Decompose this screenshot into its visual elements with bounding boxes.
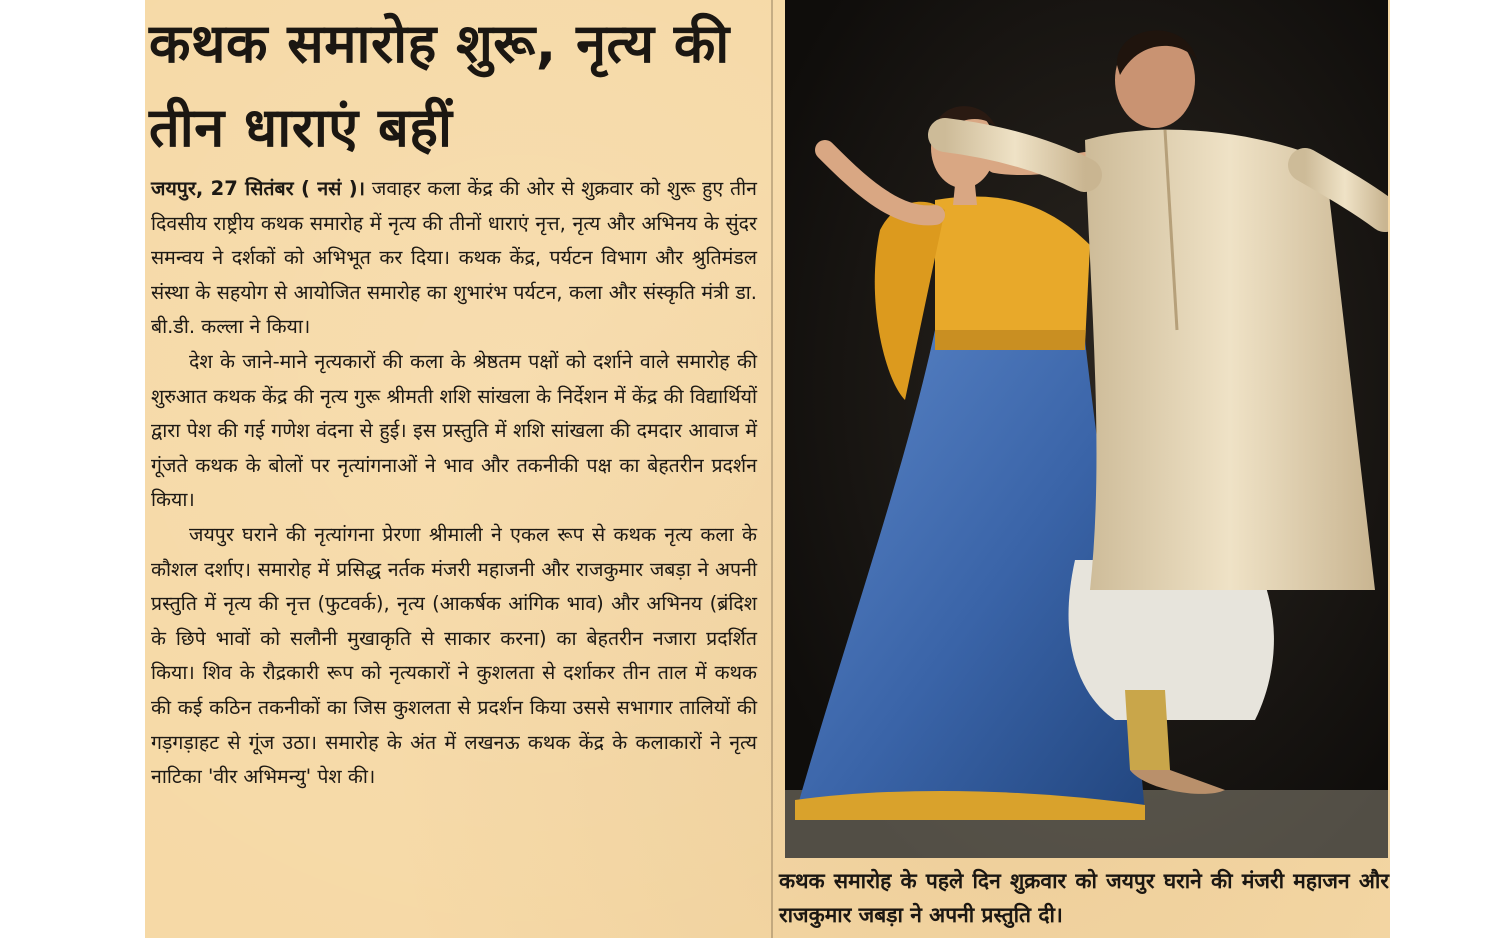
article-paragraph-3: जयपुर घराने की नृत्यांगना प्रेरणा श्रीमाली ने एकल रूप से कथक नृत्य कला के कौशल दर्शाए। समारोह में प्रसिद्ध नर्तक मंजरी महाजनी और राजकुमार जबड़ा ने अपनी प्रस्तुति में नृत्य की नृत्त (फुटवर्क), नृत्य (आकर्षक आंगिक भाव) और अभिनय (ब्रंदिश के छिपे भावों को सलौनी मुखाकृति से साकार करना) का बेहतरीन नजारा प्रदर्शित किया। शिव के रौद्रकारी रूप को नृत्यकारों ने कुशलता से दर्शाकर तीन ताल में कथक की कई कठिन तकनीकों का जिस कुशलता से प्रदर्शन किया उससे सभागार तालियों की गड़गड़ाहट से गूंज उठा। समारोह के अंत में लखनऊ कथक केंद्र के कलाकारों ने नृत्य नाटिका 'वीर अभिमन्यु' पेश की। [151,522,757,789]
article-body [151,172,757,795]
kathak-dancers-illustration [785,0,1388,858]
column-divider [771,0,773,938]
paragraph-1-text: जवाहर कला केंद्र की ओर से शुक्रवार को शुरू हुए तीन दिवसीय राष्ट्रीय कथक समारोह में नृत्य की तीनों धाराएं नृत्त, नृत्य और अभिनय के सुंदर समन्वय ने दर्शकों को अभिभूत कर दिया। कथक केंद्र, पर्यटन विभाग और श्रुतिमंडल संस्था के सहयोग से आयोजित समारोह का शुभारंभ पर्यटन, कला और संस्कृति मंत्री डा. बी.डी. कल्ला ने किया। [151,177,757,339]
waist-band [935,330,1085,350]
photo-caption: कथक समारोह के पहले दिन शुक्रवार को जयपुर घराने की मंजरी महाजन और राजकुमार जबड़ा ने अपनी प्रस्तुति दी। [779,869,1389,927]
article-paragraph-1 [151,172,757,345]
dateline: जयपुर, 27 सितंबर ( नसं )। [151,177,366,200]
newspaper-clipping [145,0,1390,938]
article-paragraph-2: देश के जाने-माने नृत्यकारों की कला के श्रेष्ठतम पक्षों को दर्शाने वाले समारोह की शुरुआत कथक केंद्र की नृत्य गुरू श्रीमती शशि सांखला के निर्देशन में केंद्र की विद्यार्थियों द्वारा पेश की गई गणेश वंदना से हुई। इस प्रस्तुति में शशि सांखला की दमदार आवाज में गूंजते कथक के बोलों पर नृत्यांगनाओं ने भाव और तकनीकी पक्ष का बेहतरीन प्रदर्शन किया। [151,349,757,512]
female-neck [953,185,977,205]
headline: कथक समारोह शुरू, नृत्य की तीन धाराएं बहीं [149,12,730,159]
dance-photo [785,0,1388,858]
ankle-bells [1125,690,1170,770]
